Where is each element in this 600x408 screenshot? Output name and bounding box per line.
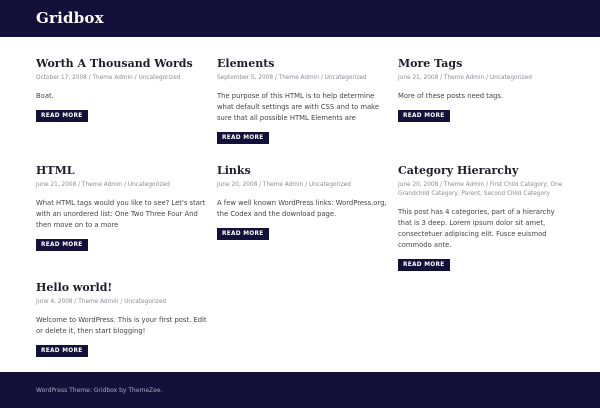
- post-meta: June 21, 2008 / Theme Admin / Uncategorized: [398, 75, 532, 81]
- read-more-button[interactable]: READ MORE: [398, 110, 450, 122]
- post-title-link[interactable]: Hello world!: [36, 281, 113, 294]
- post-card: [398, 164, 570, 271]
- post-meta: June 20, 2008 / Theme Admin / Uncategorized: [217, 182, 351, 188]
- footer-credit: WordPress Theme: Gridbox by ThemeZee.: [36, 387, 163, 394]
- post-excerpt: More of these posts need tags.: [398, 92, 504, 100]
- read-more-button[interactable]: READ MORE: [217, 132, 269, 144]
- post-meta: October 17, 2008 / Theme Admin / Uncategorized: [36, 75, 181, 81]
- post-title-link[interactable]: Elements: [217, 57, 275, 70]
- post-excerpt: Welcome to WordPress. This is your first post. Edit or delete it, then start blogging!: [36, 316, 207, 335]
- post-excerpt: Boat.: [36, 92, 54, 100]
- post-card: [36, 281, 208, 357]
- post-card: [36, 57, 208, 122]
- post-title-link[interactable]: HTML: [36, 164, 75, 177]
- read-more-button[interactable]: READ MORE: [217, 228, 269, 240]
- post-title-link[interactable]: Links: [217, 164, 251, 177]
- post-excerpt: What HTML tags would you like to see? Let's start with an unordered list: One Two Three Four And then move on to a more: [36, 199, 206, 229]
- post-meta: June 21, 2008 / Theme Admin / Uncategorized: [36, 182, 170, 188]
- site-footer: [0, 372, 600, 408]
- post-meta: June 20, 2008 / Theme Admin / First Child Category, One Grandchild Category, Parent, Second Child Category: [398, 182, 563, 197]
- post-title-link[interactable]: Category Hierarchy: [398, 164, 519, 177]
- post-card: [217, 57, 389, 144]
- site-header: [0, 0, 600, 37]
- post-card: [398, 57, 570, 122]
- post-card: [36, 164, 208, 251]
- post-meta: June 4, 2008 / Theme Admin / Uncategorized: [36, 299, 167, 305]
- post-card: [217, 164, 389, 240]
- post-excerpt: This post has 4 categories, part of a hierarchy that is 3 deep. Lorem ipsum dolor sit amet, consectetuer adipiscing elit. Fusce euismod commodo ante.: [398, 208, 555, 249]
- read-more-button[interactable]: READ MORE: [36, 345, 88, 357]
- read-more-button[interactable]: READ MORE: [36, 110, 88, 122]
- post-title-link[interactable]: Worth A Thousand Words: [36, 57, 193, 70]
- post-excerpt: The purpose of this HTML is to help determine what default settings are with CSS and to make sure that all possible HTML Elements are: [217, 92, 380, 122]
- read-more-button[interactable]: READ MORE: [36, 239, 88, 251]
- post-excerpt: A few well known WordPress links: WordPress.org, the Codex and the download page.: [217, 199, 387, 218]
- post-meta: September 5, 2008 / Theme Admin / Uncategorized: [217, 75, 367, 81]
- post-title-link[interactable]: More Tags: [398, 57, 463, 70]
- read-more-button[interactable]: READ MORE: [398, 259, 450, 271]
- site-title-link[interactable]: Gridbox: [36, 9, 104, 27]
